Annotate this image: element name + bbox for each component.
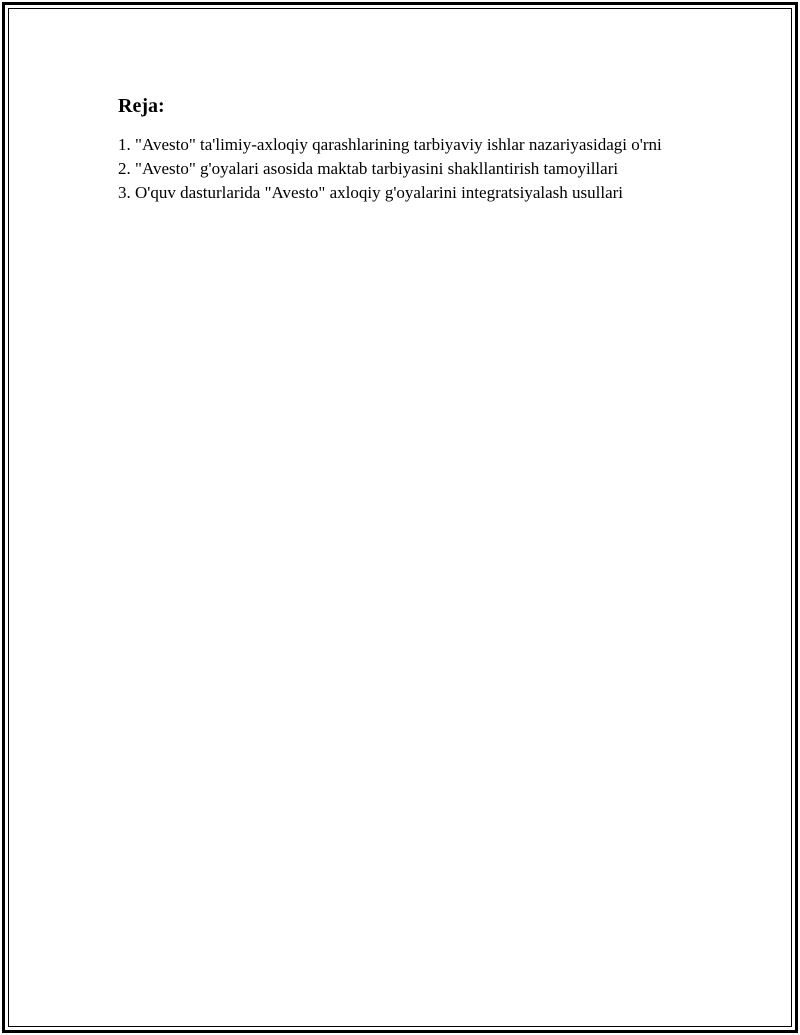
plan-heading: Reja: [118,95,165,117]
plan-item-3: 3. O'quv dasturlarida "Avesto" axloqiy g'oyalarini integratsiyalash usullari [118,183,624,202]
plan-item-1: 1. "Avesto" ta'limiy-axloqiy qarashlarining tarbiyaviy ishlar nazariyasidagi o'rni [118,135,662,154]
plan-list [118,133,688,205]
plan-item-2: 2. "Avesto" g'oyalari asosida maktab tarbiyasini shakllantirish tamoyillari [118,159,619,178]
document-body [118,94,688,205]
